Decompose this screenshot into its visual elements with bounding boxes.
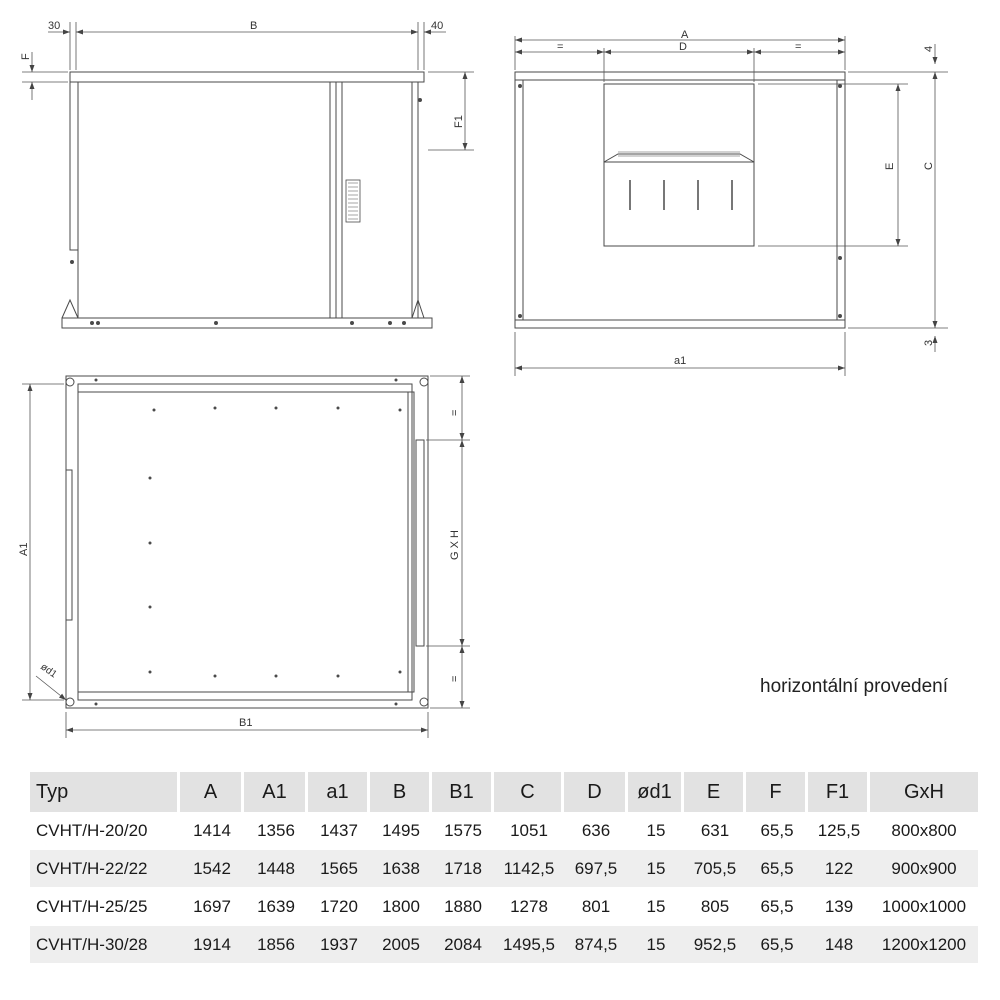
table-cell: 1638	[370, 850, 432, 888]
table-cell: 15	[628, 926, 684, 964]
table-cell: 1720	[308, 888, 370, 926]
table-cell: 1448	[244, 850, 308, 888]
table-cell: 1718	[432, 850, 494, 888]
table-cell: 1278	[494, 888, 564, 926]
table-cell: 1800	[370, 888, 432, 926]
dim-label-gxh: G X H	[449, 530, 461, 560]
top-view	[66, 376, 428, 708]
dimensions-table	[30, 772, 978, 964]
variant-caption: horizontální provedení	[760, 676, 949, 697]
header-d1: ød1	[628, 772, 684, 812]
table-cell: 631	[684, 812, 746, 850]
dim-label-a1: a1	[674, 355, 687, 367]
dim-label-d: D	[679, 41, 687, 53]
dim-label-b1: B1	[239, 717, 253, 729]
table-cell: 15	[628, 850, 684, 888]
dim-label-equal-bottom: =	[449, 675, 461, 682]
side-view	[515, 72, 845, 328]
top-view-dimensions	[22, 376, 470, 738]
table-cell: 1356	[244, 812, 308, 850]
front-view-dimensions	[22, 22, 474, 150]
table-cell: 15	[628, 888, 684, 926]
table-cell: 801	[564, 888, 628, 926]
dim-label-f: F	[20, 53, 32, 60]
dim-label-4: 4	[923, 45, 935, 52]
table-cell: 1142,5	[494, 850, 564, 888]
table-cell: 1000x1000	[870, 888, 978, 926]
dim-label-e: E	[884, 162, 896, 170]
table-cell: 800x800	[870, 812, 978, 850]
table-cell: 1639	[244, 888, 308, 926]
table-cell: 952,5	[684, 926, 746, 964]
table-row	[30, 850, 978, 888]
table-cell: 148	[808, 926, 870, 964]
table-cell: 805	[684, 888, 746, 926]
dim-label-a1-length: A1	[18, 542, 30, 556]
header-d: D	[564, 772, 628, 812]
table-cell: 1200x1200	[870, 926, 978, 964]
table-cell: 1880	[432, 888, 494, 926]
table-cell: 1495	[370, 812, 432, 850]
header-b1: B1	[432, 772, 494, 812]
table-cell: 705,5	[684, 850, 746, 888]
table-cell: 1937	[308, 926, 370, 964]
header-e: E	[684, 772, 746, 812]
table-cell: 1575	[432, 812, 494, 850]
table-cell: 15	[628, 812, 684, 850]
table-cell: 1565	[308, 850, 370, 888]
table-cell: 139	[808, 888, 870, 926]
table-cell: 1856	[244, 926, 308, 964]
front-view	[62, 72, 432, 328]
table-cell: 2005	[370, 926, 432, 964]
table-header-row	[30, 772, 978, 812]
dim-label-d1: ød1	[38, 661, 59, 681]
table-cell: 65,5	[746, 888, 808, 926]
table-cell: 1051	[494, 812, 564, 850]
table-cell: 65,5	[746, 850, 808, 888]
dim-label-equal-right: =	[795, 41, 802, 53]
table-cell: CVHT/H-20/20	[30, 812, 180, 850]
header-b: B	[370, 772, 432, 812]
table-cell: 125,5	[808, 812, 870, 850]
dim-label-3: 3	[923, 339, 935, 346]
header-f1: F1	[808, 772, 870, 812]
table-cell: 636	[564, 812, 628, 850]
header-a: A	[180, 772, 244, 812]
table-cell: 874,5	[564, 926, 628, 964]
header-c: C	[494, 772, 564, 812]
table-cell: 1495,5	[494, 926, 564, 964]
table-cell: CVHT/H-30/28	[30, 926, 180, 964]
table-cell: 1542	[180, 850, 244, 888]
dim-label-equal-top: =	[449, 409, 461, 416]
table-cell: 2084	[432, 926, 494, 964]
table-cell: 65,5	[746, 812, 808, 850]
table-cell: 1697	[180, 888, 244, 926]
header-gxh: GxH	[870, 772, 978, 812]
table-cell: CVHT/H-22/22	[30, 850, 180, 888]
dim-label-b: B	[250, 20, 258, 32]
table-cell: 65,5	[746, 926, 808, 964]
header-f: F	[746, 772, 808, 812]
header-a1: A1	[244, 772, 308, 812]
table-cell: 1914	[180, 926, 244, 964]
table-cell: 900x900	[870, 850, 978, 888]
dim-label-30: 30	[48, 20, 61, 32]
table-row	[30, 888, 978, 926]
table-cell: CVHT/H-25/25	[30, 888, 180, 926]
table-row	[30, 812, 978, 850]
table-cell: 697,5	[564, 850, 628, 888]
dim-label-c: C	[923, 162, 935, 170]
header-a1-lower: a1	[308, 772, 370, 812]
table-cell: 122	[808, 850, 870, 888]
dim-label-40: 40	[431, 20, 444, 32]
header-typ: Typ	[30, 772, 180, 812]
dim-label-a: A	[681, 29, 689, 41]
dim-label-equal-left: =	[557, 41, 564, 53]
table-row	[30, 926, 978, 964]
table-cell: 1414	[180, 812, 244, 850]
dim-label-f1: F1	[453, 115, 465, 128]
table-cell: 1437	[308, 812, 370, 850]
